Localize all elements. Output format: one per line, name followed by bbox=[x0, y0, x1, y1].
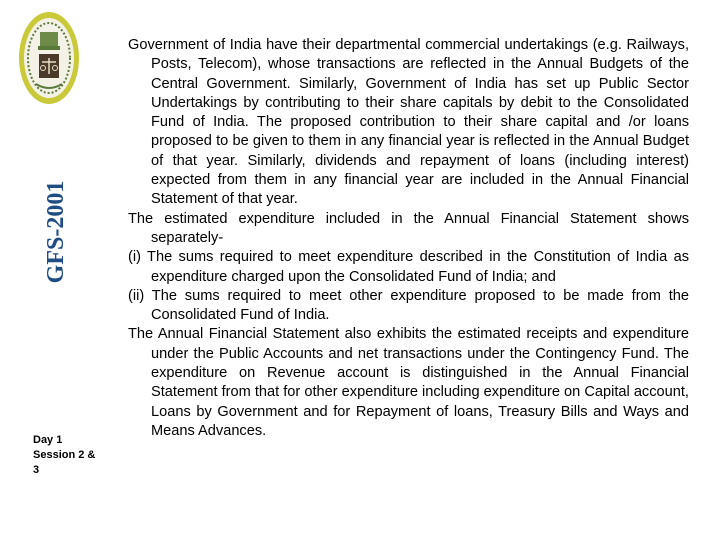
sidebar bbox=[0, 0, 96, 540]
session-line: Session 2 & bbox=[33, 449, 96, 461]
list-item-charged-expenditure: (i) The sums required to meet expenditure described in the Constitution of India as expenditure charged upon the Consolidated Fund of India; and bbox=[128, 249, 689, 285]
paragraph-estimated-expenditure: The estimated expenditure included in the Annual Financial Statement shows separately- bbox=[128, 210, 689, 246]
session-line: 3 bbox=[33, 464, 40, 476]
session-label bbox=[33, 433, 113, 478]
content-body bbox=[128, 36, 689, 441]
session-line: Day 1 bbox=[33, 434, 63, 446]
paragraph-undertakings: Government of India have their departmental commercial undertakings (e.g. Railways, Posts, Telecom), whose transactions are reflected in the Annual Budgets of the Central Government. Similarly, Government of India has set up Public Sector Undertakings by contributing to their share capitals by debit to the Consolidated Fund of India. The proposed contribution to their share capital and /or loans proposed to be given to them in any financial year is reflected in the Annual Budget of that year. Similarly, dividends and repayment of loans (including interest) expected from them in any financial year are included in the Annual Financial Statement of that year. bbox=[128, 37, 689, 208]
vertical-title: GFS-2001 bbox=[43, 180, 69, 284]
paragraph-public-accounts: The Annual Financial Statement also exhibits the estimated receipts and expenditure under the Public Accounts and net transactions under the Contingency Fund. The expenditure on Revenue account is distinguished in the Annual Financial Statement from that for other expenditure including expenditure on Capital account, Loans by Government and for Repayment of loans, Treasury Bills and Ways and Means Advances. bbox=[128, 326, 689, 439]
emblem-logo-icon bbox=[18, 10, 80, 110]
list-item-other-expenditure: (ii) The sums required to meet other expenditure proposed to be made from the Consolidated Fund of India. bbox=[128, 287, 689, 324]
